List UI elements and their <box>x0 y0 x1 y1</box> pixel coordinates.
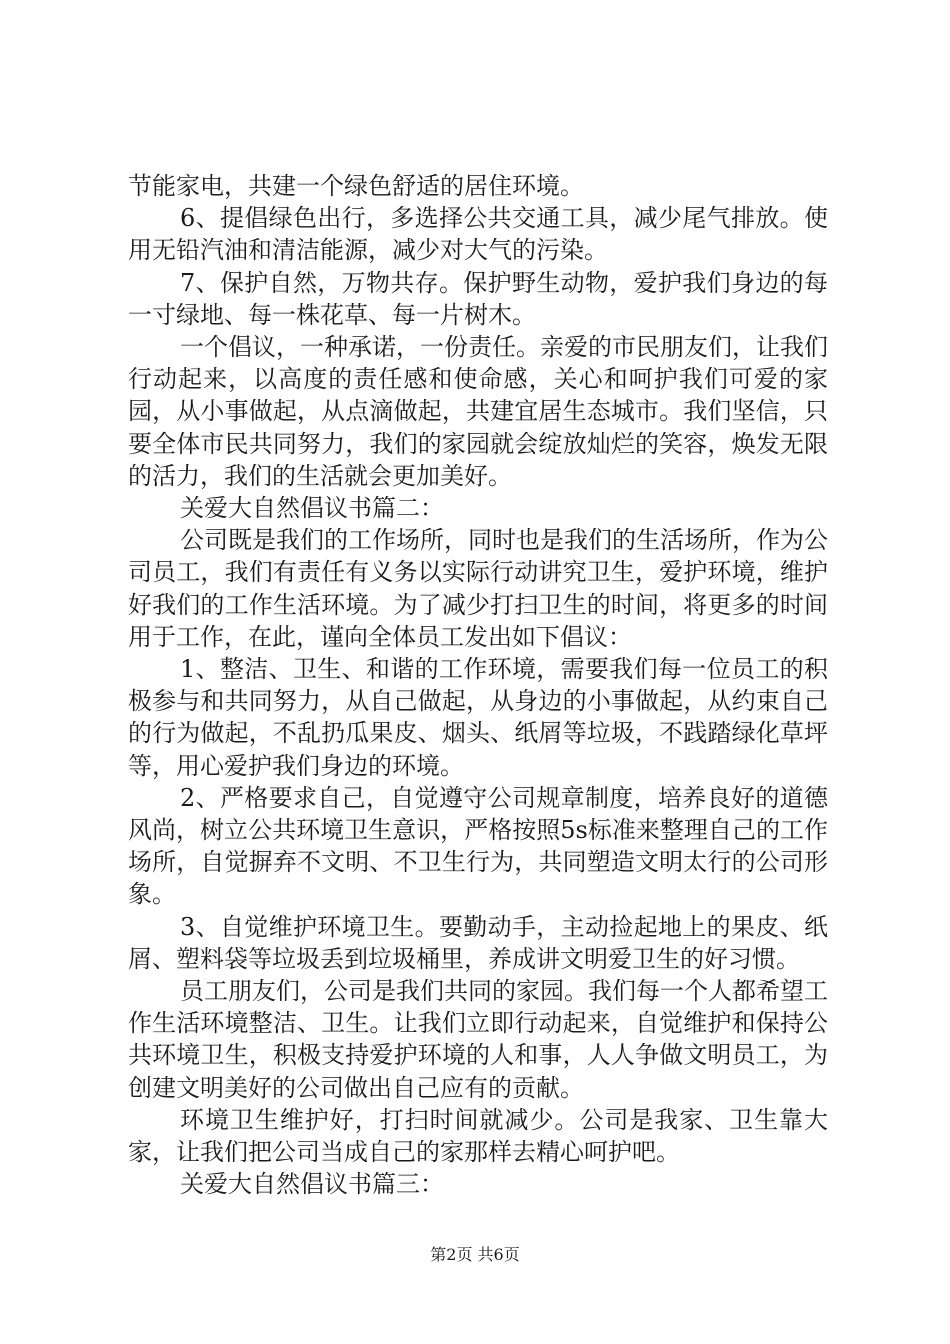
paragraph: 公司既是我们的工作场所，同时也是我们的生活场所，作为公司员工，我们有责任有义务以实际行动讲究卫生，爱护环境，维护好我们的工作生活环境。为了减少打扫卫生的时间，将更多的时间用于工作，在此，谨向全体员工发出如下倡议： <box>128 526 828 651</box>
paragraph: 3、自觉维护环境卫生。要勤动手，主动捡起地上的果皮、纸屑、塑料袋等垃圾丢到垃圾桶里，养成讲文明爱卫生的好习惯。 <box>128 912 828 973</box>
paragraph: 一个倡议，一种承诺，一份责任。亲爱的市民朋友们，让我们行动起来，以高度的责任感和使命感，关心和呵护我们可爱的家园，从小事做起，从点滴做起，共建宜居生态城市。我们坚信，只要全体市民共同努力，我们的家园就会绽放灿烂的笑容，焕发无限的活力，我们的生活就会更加美好。 <box>128 333 828 490</box>
document-body <box>128 170 828 1201</box>
paragraph: 员工朋友们，公司是我们共同的家园。我们每一个人都希望工作生活环境整洁、卫生。让我们立即行动起来，自觉维护和保持公共环境卫生，积极支持爱护环境的人和事，人人争做文明员工，为创建文明美好的公司做出自己应有的贡献。 <box>128 977 828 1102</box>
section-heading: 关爱大自然倡议书篇三： <box>180 1170 444 1199</box>
paragraph: 2、严格要求自己，自觉遵守公司规章制度，培养良好的道德风尚，树立公共环境卫生意识，严格按照5s标准来整理自己的工作场所，自觉摒弃不文明、不卫生行为，共同塑造文明太行的公司形象。 <box>128 783 828 909</box>
paragraph: 节能家电，共建一个绿色舒适的居住环境。 <box>128 172 584 200</box>
page-number-footer: 第2页 共6页 <box>430 1245 520 1264</box>
paragraph: 6、提倡绿色出行，多选择公共交通工具，减少尾气排放。使用无铅汽油和清洁能源，减少对大气的污染。 <box>128 204 828 265</box>
section-heading: 关爱大自然倡议书篇二： <box>180 494 444 523</box>
paragraph: 环境卫生维护好，打扫时间就减少。公司是我家、卫生靠大家，让我们把公司当成自己的家那样去精心呵护吧。 <box>128 1105 828 1167</box>
paragraph: 7、保护自然，万物共存。保护野生动物，爱护我们身边的每一寸绿地、每一株花草、每一片树木。 <box>128 268 828 329</box>
paragraph: 1、整洁、卫生、和谐的工作环境，需要我们每一位员工的积极参与和共同努力，从自己做起，从身边的小事做起，从约束自己的行为做起，不乱扔瓜果皮、烟头、纸屑等垃圾，不践踏绿化草坪等，用心爱护我们身边的环境。 <box>128 655 828 780</box>
